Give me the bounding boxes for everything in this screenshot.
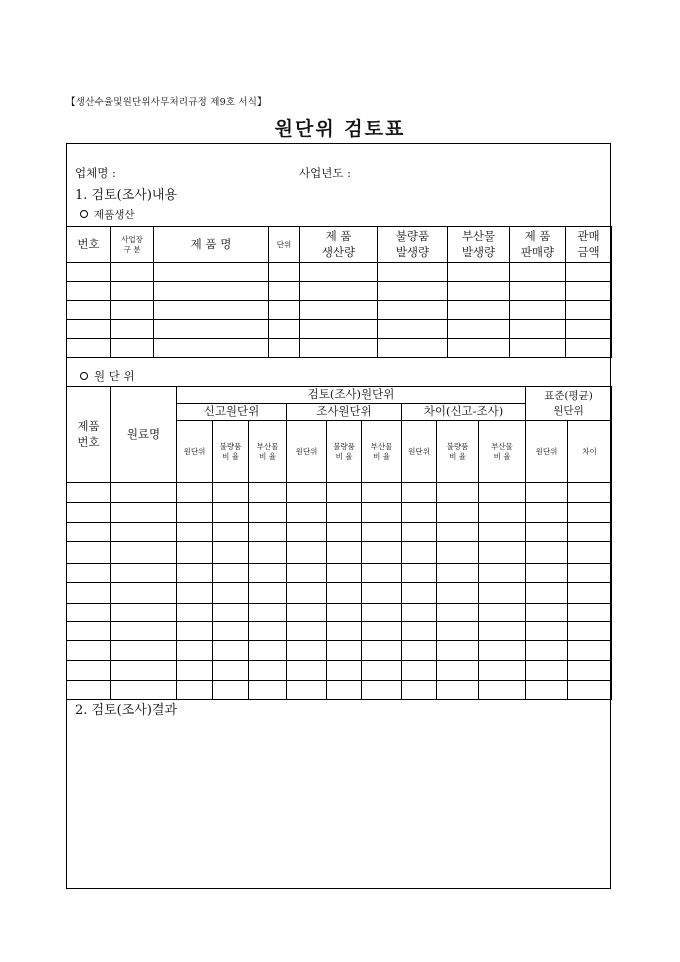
table-cell[interactable] [362,622,402,641]
table-cell[interactable] [249,523,287,542]
table-cell[interactable] [526,681,568,700]
table-cell[interactable] [154,320,269,339]
table-cell[interactable] [213,542,249,564]
table-cell[interactable] [213,583,249,604]
reported-byproduct: 부산물 비 율 [249,421,287,483]
table-cell[interactable] [437,503,479,523]
table-cell[interactable] [437,604,479,622]
difference-defect: 불량품 비 율 [437,421,479,483]
table-cell[interactable] [526,622,568,641]
table-cell[interactable] [249,661,287,681]
table-cell[interactable] [67,564,111,583]
table-cell[interactable] [566,339,612,358]
table-cell[interactable] [510,339,566,358]
table-cell[interactable] [287,622,327,641]
table-cell[interactable] [479,564,526,583]
table-cell[interactable] [249,483,287,503]
header-unit: 단위 [269,227,300,263]
table-cell[interactable] [287,681,327,700]
table-cell[interactable] [362,523,402,542]
table-cell[interactable] [269,301,300,320]
table-cell[interactable] [568,542,612,564]
production-table [66,226,612,358]
section1-title: 1. 검토(조사)내용 [75,188,178,203]
table-row [67,301,612,320]
header-standard: 표준(평균) 원단위 [526,387,612,421]
table-cell[interactable] [213,681,249,700]
table-cell[interactable] [437,681,479,700]
table-cell[interactable] [111,681,177,700]
table-cell[interactable] [479,622,526,641]
table-cell[interactable] [402,681,437,700]
unit-header-row-1 [67,387,612,404]
table-cell[interactable] [526,523,568,542]
table-cell[interactable] [300,263,378,282]
table-cell[interactable] [378,282,448,301]
table-cell[interactable] [402,604,437,622]
table-cell[interactable] [437,622,479,641]
unit-table [66,386,612,700]
table-cell[interactable] [67,523,111,542]
table-cell[interactable] [327,622,362,641]
table-row [67,622,612,641]
table-cell[interactable] [213,641,249,661]
table-cell[interactable] [327,604,362,622]
table-row [67,583,612,604]
table-cell[interactable] [111,263,154,282]
table-cell[interactable] [526,503,568,523]
table-cell[interactable] [177,661,213,681]
table-row [67,661,612,681]
reported-defect: 불량품 비 율 [213,421,249,483]
table-cell[interactable] [177,483,213,503]
table-cell[interactable] [287,564,327,583]
table-cell[interactable] [402,503,437,523]
table-cell[interactable] [402,641,437,661]
table-cell[interactable] [111,339,154,358]
table-cell[interactable] [479,483,526,503]
table-cell[interactable] [213,483,249,503]
table-cell[interactable] [327,661,362,681]
table-cell[interactable] [568,661,612,681]
table-row [67,339,612,358]
table-cell[interactable] [327,503,362,523]
table-cell[interactable] [362,661,402,681]
table-cell[interactable] [213,564,249,583]
standard-unit: 원단위 [526,421,568,483]
table-cell[interactable] [437,542,479,564]
table-cell[interactable] [154,339,269,358]
table-row [67,641,612,661]
table-cell[interactable] [378,263,448,282]
table-cell[interactable] [526,604,568,622]
table-cell[interactable] [526,483,568,503]
table-cell[interactable] [111,564,177,583]
table-cell[interactable] [568,583,612,604]
table-cell[interactable] [154,263,269,282]
table-cell[interactable] [177,542,213,564]
table-row [67,604,612,622]
form-frame [66,143,611,889]
table-cell[interactable] [67,282,111,301]
table-cell[interactable] [249,681,287,700]
table-cell[interactable] [526,564,568,583]
table-cell[interactable] [67,681,111,700]
table-cell[interactable] [67,301,111,320]
table-cell[interactable] [111,523,177,542]
table-cell[interactable] [402,523,437,542]
table-cell[interactable] [402,583,437,604]
table-cell[interactable] [300,282,378,301]
table-cell[interactable] [269,320,300,339]
table-cell[interactable] [67,661,111,681]
table-row [67,681,612,700]
table-cell[interactable] [402,622,437,641]
table-cell[interactable] [479,583,526,604]
table-cell[interactable] [526,641,568,661]
header-review-group: 검토(조사)원단위 [177,387,526,404]
table-cell[interactable] [327,542,362,564]
header-product-name: 제 품 명 [154,227,269,263]
table-cell[interactable] [111,641,177,661]
table-cell[interactable] [479,681,526,700]
table-cell[interactable] [154,301,269,320]
table-cell[interactable] [566,263,612,282]
reported-unit: 원단위 [177,421,213,483]
header-sales-qty: 제 품 판매량 [510,227,566,263]
table-cell[interactable] [67,622,111,641]
table-cell[interactable] [111,503,177,523]
table-cell[interactable] [479,604,526,622]
table-cell[interactable] [287,583,327,604]
table-row [67,503,612,523]
table-cell[interactable] [566,282,612,301]
table-cell[interactable] [448,282,510,301]
table-cell[interactable] [479,661,526,681]
table-cell[interactable] [566,301,612,320]
table-cell[interactable] [287,604,327,622]
table-cell[interactable] [67,641,111,661]
production-body [67,263,612,358]
standard-diff: 차이 [568,421,612,483]
unit-subtitle: 원 단 위 [80,368,135,384]
table-cell[interactable] [300,301,378,320]
header-difference: 차이(신고-조사) [402,404,526,421]
header-product-no: 제품 번호 [67,387,111,483]
table-cell[interactable] [177,523,213,542]
table-cell[interactable] [526,542,568,564]
table-cell[interactable] [362,564,402,583]
surveyed-byproduct: 부산물 비 율 [362,421,402,483]
table-cell[interactable] [437,583,479,604]
table-cell[interactable] [177,641,213,661]
table-cell[interactable] [213,523,249,542]
table-cell[interactable] [479,523,526,542]
table-cell[interactable] [437,564,479,583]
table-cell[interactable] [568,641,612,661]
table-row [67,523,612,542]
table-cell[interactable] [111,483,177,503]
table-cell[interactable] [362,483,402,503]
unit-body [67,483,612,700]
table-cell[interactable] [249,583,287,604]
table-cell[interactable] [362,681,402,700]
table-cell[interactable] [362,503,402,523]
header-material: 원료명 [111,387,177,483]
table-cell[interactable] [362,641,402,661]
table-cell[interactable] [111,542,177,564]
section2-title: 2. 검토(조사)결과 [75,703,178,718]
table-cell[interactable] [479,503,526,523]
table-cell[interactable] [402,483,437,503]
table-cell[interactable] [510,282,566,301]
table-cell[interactable] [67,320,111,339]
table-cell[interactable] [213,503,249,523]
table-cell[interactable] [269,339,300,358]
table-cell[interactable] [111,583,177,604]
table-cell[interactable] [287,483,327,503]
table-cell[interactable] [287,542,327,564]
table-row [67,320,612,339]
table-cell[interactable] [249,622,287,641]
header-reported: 신고원단위 [177,404,287,421]
table-cell[interactable] [177,503,213,523]
table-cell[interactable] [526,661,568,681]
table-cell[interactable] [67,583,111,604]
header-surveyed: 조사원단위 [287,404,402,421]
table-cell[interactable] [510,263,566,282]
table-row [67,542,612,564]
table-cell[interactable] [402,661,437,681]
table-cell[interactable] [448,301,510,320]
table-row [67,263,612,282]
header-number: 번호 [67,227,111,263]
table-cell[interactable] [154,282,269,301]
table-cell[interactable] [402,542,437,564]
table-cell[interactable] [510,320,566,339]
production-header-row [67,227,612,263]
table-cell[interactable] [300,339,378,358]
table-cell[interactable] [177,681,213,700]
table-row [67,564,612,583]
table-cell[interactable] [479,641,526,661]
table-cell[interactable] [287,503,327,523]
table-cell[interactable] [568,523,612,542]
table-cell[interactable] [362,604,402,622]
table-cell[interactable] [327,523,362,542]
table-cell[interactable] [111,301,154,320]
table-cell[interactable] [111,604,177,622]
product-subtitle: 제품생산 [80,207,135,222]
table-cell[interactable] [327,641,362,661]
circle-bullet-icon [80,372,88,380]
table-cell[interactable] [67,483,111,503]
table-cell[interactable] [510,301,566,320]
table-cell[interactable] [249,564,287,583]
table-cell[interactable] [67,542,111,564]
header-byproduct: 부산물 발생량 [448,227,510,263]
table-cell[interactable] [111,320,154,339]
table-cell[interactable] [67,339,111,358]
table-cell[interactable] [287,661,327,681]
table-cell[interactable] [378,339,448,358]
table-cell[interactable] [568,483,612,503]
table-cell[interactable] [362,583,402,604]
table-cell[interactable] [568,622,612,641]
table-cell[interactable] [327,483,362,503]
table-cell[interactable] [327,564,362,583]
table-cell[interactable] [213,661,249,681]
table-cell[interactable] [448,339,510,358]
circle-bullet-icon [80,210,88,218]
header-output: 제 품 생산량 [300,227,378,263]
table-cell[interactable] [249,503,287,523]
table-cell[interactable] [437,483,479,503]
table-cell[interactable] [378,320,448,339]
table-cell[interactable] [568,681,612,700]
table-cell[interactable] [327,583,362,604]
form-reference: 【생산수율및원단위사무처리규정 제9호 서식】 [66,97,267,108]
table-cell[interactable] [67,503,111,523]
table-cell[interactable] [111,661,177,681]
table-cell[interactable] [437,641,479,661]
table-cell[interactable] [362,542,402,564]
table-row [67,483,612,503]
table-cell[interactable] [327,681,362,700]
table-cell[interactable] [287,523,327,542]
table-cell[interactable] [249,604,287,622]
table-cell[interactable] [287,641,327,661]
table-cell[interactable] [111,622,177,641]
table-cell[interactable] [67,604,111,622]
table-cell[interactable] [111,282,154,301]
table-cell[interactable] [177,604,213,622]
header-site: 사업장 구 분 [111,227,154,263]
table-cell[interactable] [526,583,568,604]
table-cell[interactable] [177,622,213,641]
table-cell[interactable] [448,320,510,339]
table-cell[interactable] [448,263,510,282]
table-cell[interactable] [269,263,300,282]
table-cell[interactable] [402,564,437,583]
table-row [67,282,612,301]
table-cell[interactable] [177,583,213,604]
table-cell[interactable] [568,564,612,583]
table-cell[interactable] [568,604,612,622]
surveyed-unit: 원단위 [287,421,327,483]
table-cell[interactable] [437,523,479,542]
table-cell[interactable] [566,320,612,339]
header-sales-amount: 관매 금액 [566,227,612,263]
table-cell[interactable] [67,263,111,282]
difference-byproduct: 부산물 비 율 [479,421,526,483]
table-cell[interactable] [177,564,213,583]
table-cell[interactable] [300,320,378,339]
company-name-label: 업체명 : [75,166,116,180]
difference-unit: 원단위 [402,421,437,483]
table-cell[interactable] [269,282,300,301]
business-year-label: 사업년도 : [299,166,351,180]
header-defect: 불량품 발생량 [378,227,448,263]
surveyed-defect: 불량품 비 율 [327,421,362,483]
table-cell[interactable] [213,604,249,622]
table-cell[interactable] [249,641,287,661]
page-title: 원단위 검토표 [274,118,406,140]
table-cell[interactable] [213,622,249,641]
table-cell[interactable] [378,301,448,320]
table-cell[interactable] [249,542,287,564]
table-cell[interactable] [437,661,479,681]
table-cell[interactable] [568,503,612,523]
table-cell[interactable] [479,542,526,564]
